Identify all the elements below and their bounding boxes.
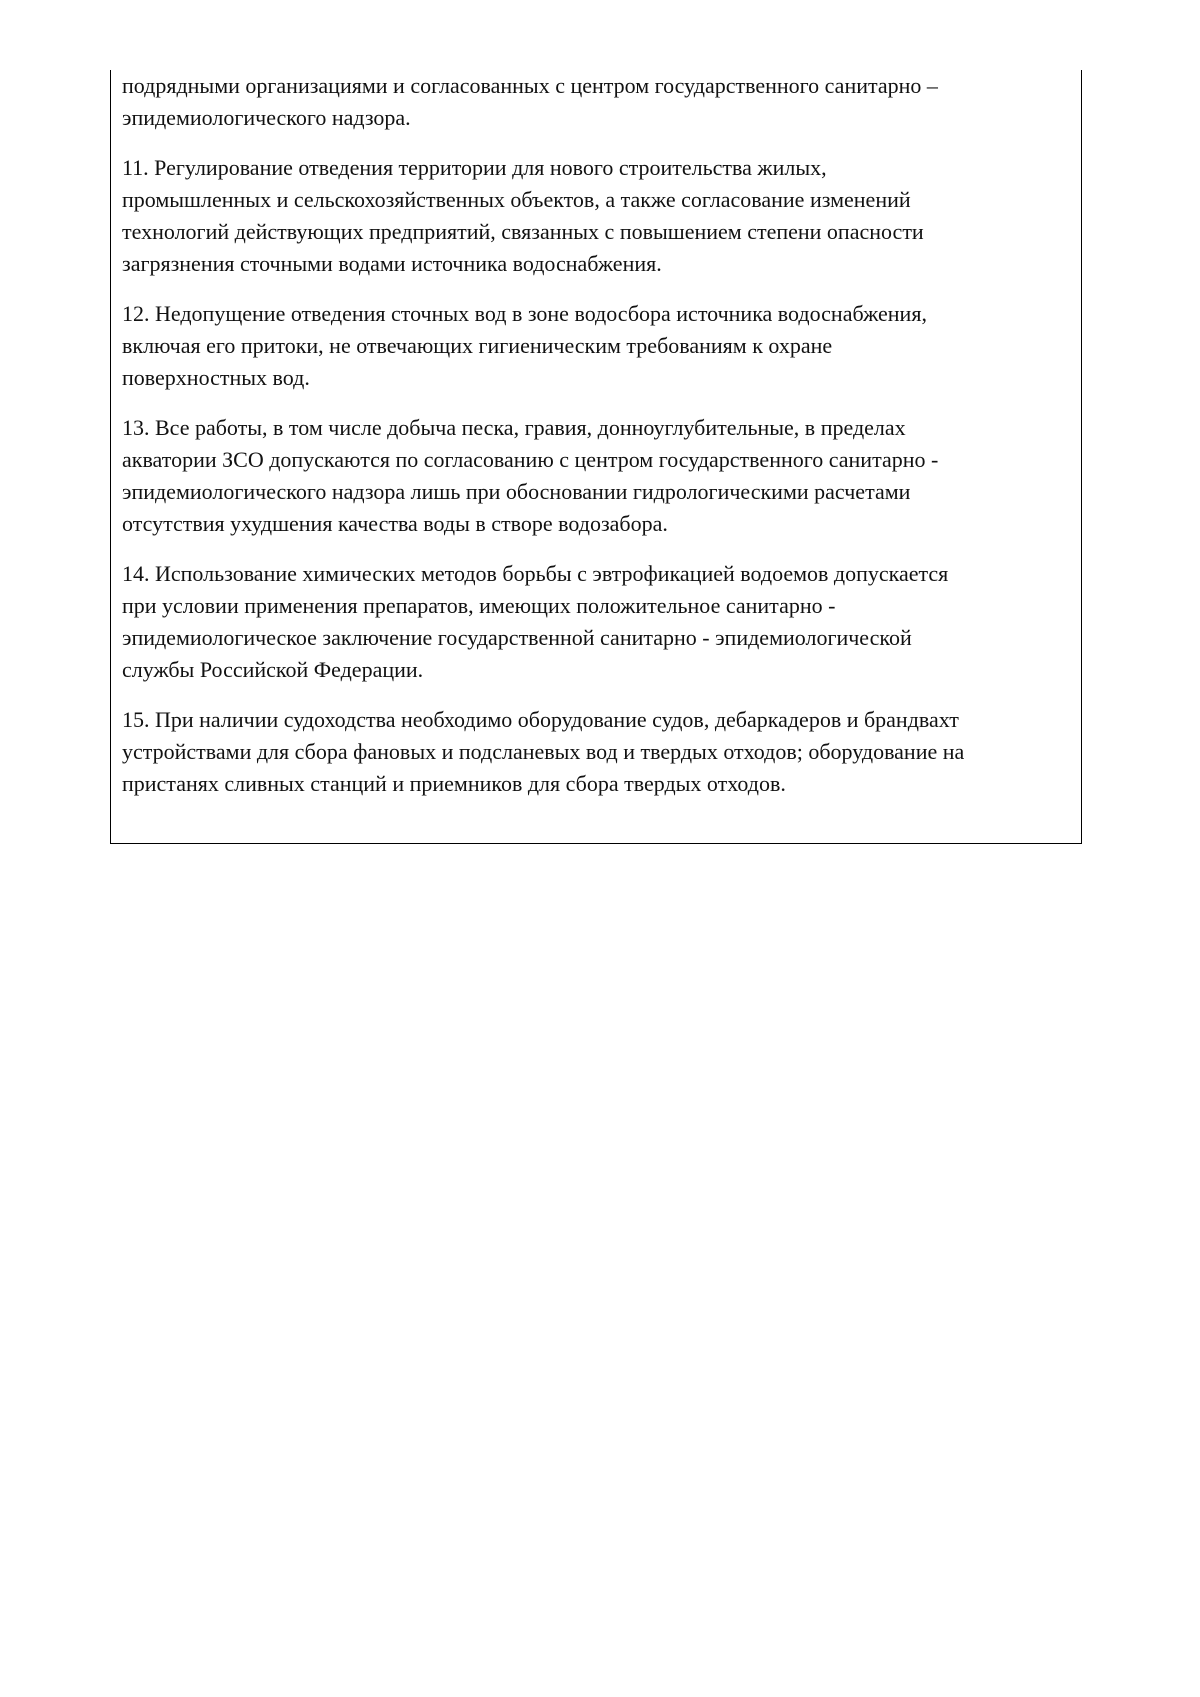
- paragraph-item-13: 13. Все работы, в том числе добыча песка, гравия, донноуглубительные, в пределах акватории ЗСО допускаются по согласованию с центром государственного санитарно - эпидемиологического надзора лишь при обосновании гидрологическими расчетами отсутствия ухудшения качества воды в створе водозабора.: [122, 415, 939, 536]
- paragraph-item-14: 14. Использование химических методов борьбы с эвтрофикацией водоемов допускается при условии применения препаратов, имеющих положительное санитарно - эпидемиологическое заключение государственной санитарно - эпидемиологической службы Российской Федерации.: [122, 561, 949, 682]
- paragraph-item-11: 11. Регулирование отведения территории для нового строительства жилых, промышленных и сельскохозяйственных объектов, а также согласование изменений технологий действующих предприятий, связанных с повышением степени опасности загрязнения сточными водами источника водоснабжения.: [122, 155, 924, 276]
- paragraph-item-15: 15. При наличии судоходства необходимо оборудование судов, дебаркадеров и брандвахт устройствами для сбора фановых и подсланевых вод и твердых отходов; оборудование на пристанях сливных станций и приемников для сбора твердых отходов.: [122, 707, 965, 796]
- document-body: [122, 70, 1072, 818]
- paragraph-item-12: 12. Недопущение отведения сточных вод в зоне водосбора источника водоснабжения, включая его притоки, не отвечающих гигиеническим требованиям к охране поверхностных вод.: [122, 301, 927, 390]
- paragraph-continuation: подрядными организациями и согласованных с центром государственного санитарно – эпидемиологического надзора.: [122, 73, 938, 130]
- bordered-text-frame: [110, 70, 1082, 844]
